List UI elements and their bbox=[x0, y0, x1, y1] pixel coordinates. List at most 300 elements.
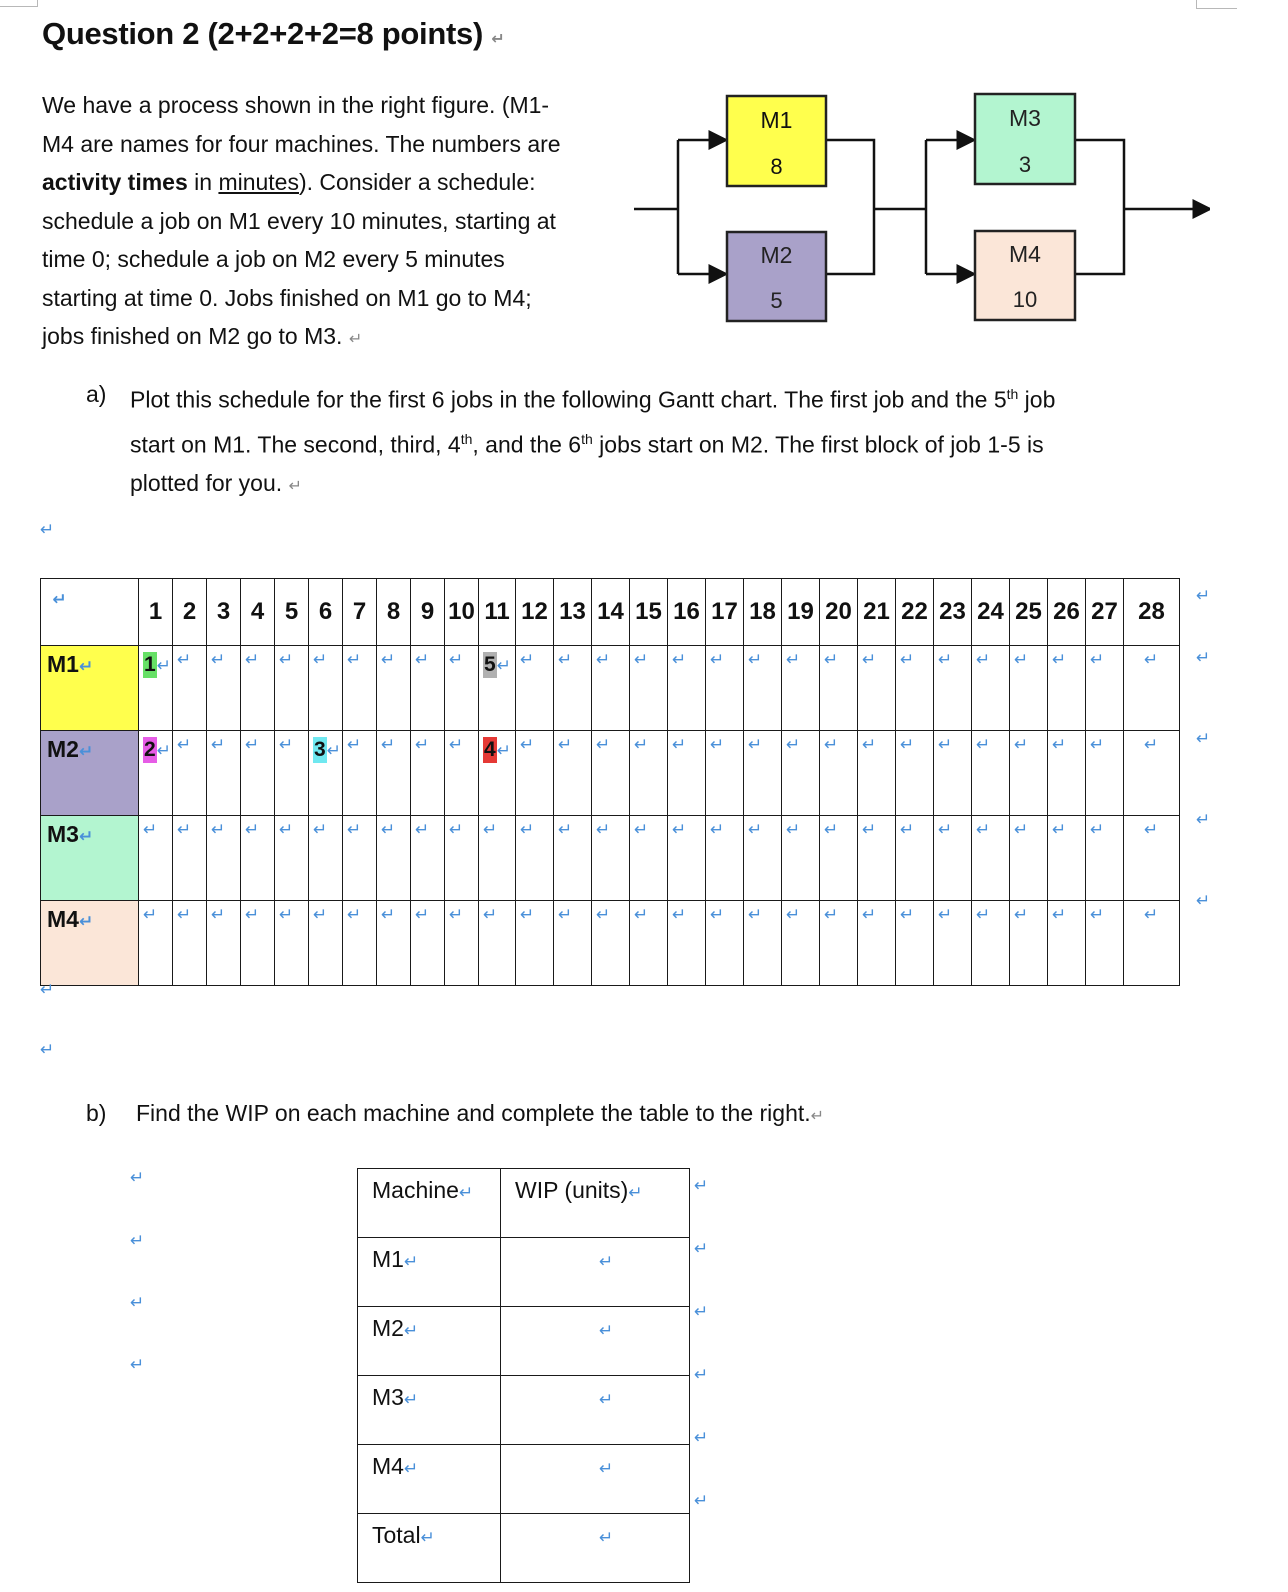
gantt-cell[interactable] bbox=[1010, 731, 1048, 816]
gantt-header-row bbox=[41, 579, 1180, 646]
return-mark-icon: ↵ bbox=[403, 1321, 419, 1341]
return-mark-icon: ↵ bbox=[599, 1321, 614, 1341]
return-mark-icon: ↵ bbox=[824, 735, 839, 755]
return-mark-icon: ↵ bbox=[40, 520, 55, 540]
return-mark-icon: ↵ bbox=[130, 1293, 145, 1313]
return-mark-icon: ↵ bbox=[672, 820, 687, 840]
gantt-cell[interactable] bbox=[445, 731, 479, 816]
return-mark-icon: ↵ bbox=[211, 820, 226, 840]
gantt-cell[interactable] bbox=[479, 901, 516, 986]
return-mark-icon: ↵ bbox=[288, 476, 302, 496]
return-mark-icon: ↵ bbox=[381, 735, 396, 755]
gantt-cell[interactable] bbox=[934, 731, 972, 816]
return-mark-icon: ↵ bbox=[786, 650, 801, 670]
return-mark-icon: ↵ bbox=[211, 735, 226, 755]
wip-row bbox=[358, 1307, 690, 1376]
return-mark-icon: ↵ bbox=[634, 735, 649, 755]
return-mark-icon: ↵ bbox=[748, 650, 763, 670]
machine-time: 10 bbox=[1012, 287, 1038, 312]
gantt-cell[interactable] bbox=[934, 816, 972, 901]
gantt-cell[interactable] bbox=[1048, 731, 1086, 816]
gantt-cell[interactable] bbox=[241, 816, 275, 901]
return-mark-icon: ↵ bbox=[558, 650, 573, 670]
gantt-cell[interactable] bbox=[592, 646, 630, 731]
return-mark-icon: ↵ bbox=[558, 905, 573, 925]
machine-box-m2 bbox=[727, 232, 826, 321]
return-mark-icon: ↵ bbox=[694, 1365, 709, 1385]
gantt-cell[interactable] bbox=[858, 646, 896, 731]
return-mark-icon: ↵ bbox=[634, 905, 649, 925]
gantt-cell[interactable] bbox=[479, 731, 516, 816]
return-mark-icon: ↵ bbox=[694, 1239, 709, 1259]
return-mark-icon: ↵ bbox=[449, 735, 464, 755]
gantt-cell[interactable] bbox=[445, 646, 479, 731]
gantt-cell[interactable] bbox=[343, 646, 377, 731]
return-mark-icon: ↵ bbox=[976, 820, 991, 840]
minute-header: 4 bbox=[241, 579, 275, 646]
gantt-cell[interactable] bbox=[972, 731, 1010, 816]
machine-column-header: Machine↵ bbox=[358, 1169, 501, 1238]
gantt-cell[interactable] bbox=[630, 646, 668, 731]
gantt-cell[interactable] bbox=[309, 901, 343, 986]
return-mark-icon: ↵ bbox=[245, 905, 260, 925]
gantt-cell[interactable] bbox=[1124, 816, 1180, 901]
minute-header: 20 bbox=[820, 579, 858, 646]
gantt-cell[interactable] bbox=[858, 816, 896, 901]
machine-name: M4 bbox=[1009, 241, 1041, 267]
minute-header: 7 bbox=[343, 579, 377, 646]
minute-header: 12 bbox=[516, 579, 554, 646]
gantt-cell[interactable] bbox=[275, 816, 309, 901]
return-mark-icon: ↵ bbox=[78, 827, 94, 847]
return-mark-icon: ↵ bbox=[245, 820, 260, 840]
gantt-cell[interactable] bbox=[1048, 816, 1086, 901]
gantt-cell[interactable] bbox=[479, 816, 516, 901]
return-mark-icon: ↵ bbox=[599, 1459, 614, 1479]
return-mark-icon: ↵ bbox=[211, 650, 226, 670]
gantt-cell[interactable] bbox=[896, 731, 934, 816]
return-mark-icon: ↵ bbox=[40, 1040, 55, 1060]
return-mark-icon: ↵ bbox=[347, 650, 362, 670]
minute-header: 5 bbox=[275, 579, 309, 646]
gantt-cell[interactable] bbox=[858, 901, 896, 986]
gantt-cell[interactable] bbox=[241, 646, 275, 731]
gantt-cell[interactable] bbox=[896, 816, 934, 901]
gantt-cell[interactable] bbox=[445, 816, 479, 901]
return-mark-icon: ↵ bbox=[938, 650, 953, 670]
intro-line: We have a process shown in the right figure. (M1- bbox=[42, 92, 550, 118]
return-mark-icon: ↵ bbox=[130, 1231, 145, 1251]
return-mark-icon: ↵ bbox=[786, 735, 801, 755]
return-mark-icon: ↵ bbox=[862, 820, 877, 840]
minute-header: 18 bbox=[744, 579, 782, 646]
return-mark-icon: ↵ bbox=[415, 905, 430, 925]
minute-header: 13 bbox=[554, 579, 592, 646]
return-mark-icon: ↵ bbox=[449, 905, 464, 925]
gantt-cell[interactable] bbox=[1010, 816, 1048, 901]
gantt-cell[interactable] bbox=[411, 731, 445, 816]
gantt-cell[interactable] bbox=[630, 901, 668, 986]
page-corner-right bbox=[1196, 0, 1237, 9]
gantt-cell[interactable] bbox=[139, 816, 173, 901]
intro-line: time 0; schedule a job on M2 every 5 minutes bbox=[42, 246, 505, 272]
gantt-cell[interactable] bbox=[411, 646, 445, 731]
gantt-cell[interactable] bbox=[207, 731, 241, 816]
gantt-cell[interactable] bbox=[207, 816, 241, 901]
return-mark-icon: ↵ bbox=[313, 905, 328, 925]
gantt-cell[interactable] bbox=[241, 731, 275, 816]
gantt-cell[interactable] bbox=[934, 901, 972, 986]
return-mark-icon: ↵ bbox=[1052, 820, 1067, 840]
gantt-cell[interactable] bbox=[516, 816, 554, 901]
gantt-cell[interactable] bbox=[377, 901, 411, 986]
gantt-cell[interactable] bbox=[782, 901, 820, 986]
machine-box-m1 bbox=[727, 96, 826, 186]
return-mark-icon: ↵ bbox=[900, 820, 915, 840]
gantt-cell[interactable] bbox=[173, 901, 207, 986]
return-mark-icon: ↵ bbox=[211, 905, 226, 925]
job-block-label: 3 bbox=[314, 738, 326, 761]
gantt-cell[interactable] bbox=[139, 901, 173, 986]
gantt-cell[interactable] bbox=[706, 646, 744, 731]
machine-box-m4 bbox=[975, 231, 1075, 320]
return-mark-icon: ↵ bbox=[1144, 735, 1159, 755]
minute-header: 21 bbox=[858, 579, 896, 646]
minute-header: 28 bbox=[1124, 579, 1180, 646]
gantt-machine-label: M1↵ bbox=[41, 646, 139, 731]
gantt-cell[interactable] bbox=[516, 731, 554, 816]
gantt-cell[interactable] bbox=[1086, 901, 1124, 986]
return-mark-icon: ↵ bbox=[596, 650, 611, 670]
part-b-text: Find the WIP on each machine and complete the table to the right.↵ bbox=[136, 1100, 825, 1126]
gantt-cell[interactable] bbox=[275, 646, 309, 731]
gantt-cell[interactable] bbox=[309, 816, 343, 901]
gantt-cell[interactable] bbox=[275, 901, 309, 986]
return-mark-icon: ↵ bbox=[596, 735, 611, 755]
machine-box-m3 bbox=[975, 94, 1075, 184]
gantt-cell[interactable] bbox=[668, 816, 706, 901]
gantt-cell[interactable] bbox=[820, 646, 858, 731]
return-mark-icon: ↵ bbox=[449, 650, 464, 670]
minute-header: 23 bbox=[934, 579, 972, 646]
gantt-cell[interactable] bbox=[343, 816, 377, 901]
gantt-cell[interactable] bbox=[934, 646, 972, 731]
gantt-cell[interactable] bbox=[972, 816, 1010, 901]
intro-line: jobs finished on M2 go to M3. ↵ bbox=[42, 323, 363, 349]
gantt-cell[interactable] bbox=[668, 731, 706, 816]
gantt-cell[interactable] bbox=[516, 901, 554, 986]
return-mark-icon: ↵ bbox=[313, 650, 328, 670]
intro-line: schedule a job on M1 every 10 minutes, starting at bbox=[42, 207, 556, 234]
wip-table bbox=[357, 1168, 690, 1583]
gantt-cell[interactable] bbox=[173, 646, 207, 731]
wip-value-cell[interactable] bbox=[501, 1514, 690, 1583]
gantt-cell[interactable] bbox=[554, 901, 592, 986]
return-mark-icon: ↵ bbox=[326, 741, 341, 761]
minute-header: 14 bbox=[592, 579, 630, 646]
return-mark-icon: ↵ bbox=[824, 650, 839, 670]
job-block-label: 1 bbox=[144, 653, 156, 676]
return-mark-icon: ↵ bbox=[748, 905, 763, 925]
return-mark-icon: ↵ bbox=[710, 735, 725, 755]
part-b-label: b) bbox=[86, 1100, 107, 1126]
return-mark-icon: ↵ bbox=[415, 650, 430, 670]
gantt-cell[interactable] bbox=[479, 646, 516, 731]
gantt-cell[interactable] bbox=[554, 816, 592, 901]
return-mark-icon: ↵ bbox=[694, 1302, 709, 1322]
return-mark-icon: ↵ bbox=[976, 650, 991, 670]
gantt-cell[interactable] bbox=[668, 901, 706, 986]
return-mark-icon: ↵ bbox=[381, 650, 396, 670]
gantt-cell[interactable] bbox=[1124, 731, 1180, 816]
gantt-cell[interactable] bbox=[706, 901, 744, 986]
return-mark-icon: ↵ bbox=[143, 820, 158, 840]
return-mark-icon: ↵ bbox=[1090, 905, 1105, 925]
wip-value-cell[interactable] bbox=[501, 1445, 690, 1514]
return-mark-icon: ↵ bbox=[710, 905, 725, 925]
return-mark-icon: ↵ bbox=[1014, 820, 1029, 840]
intro-line: starting at time 0. Jobs finished on M1 go to M4; bbox=[42, 284, 532, 311]
return-mark-icon: ↵ bbox=[810, 1106, 825, 1125]
wip-machine-label: M1↵ bbox=[358, 1238, 501, 1307]
gantt-cell[interactable] bbox=[411, 901, 445, 986]
return-mark-icon: ↵ bbox=[599, 1528, 614, 1548]
wip-value-cell[interactable] bbox=[501, 1307, 690, 1376]
return-mark-icon: ↵ bbox=[245, 735, 260, 755]
wip-row bbox=[358, 1376, 690, 1445]
gantt-machine-label: M3↵ bbox=[41, 816, 139, 901]
return-mark-icon: ↵ bbox=[1052, 905, 1067, 925]
minute-header: 1 bbox=[139, 579, 173, 646]
machine-time: 5 bbox=[770, 288, 783, 313]
page-corner-left bbox=[0, 0, 38, 7]
gantt-cell[interactable] bbox=[377, 731, 411, 816]
return-mark-icon: ↵ bbox=[1090, 650, 1105, 670]
return-mark-icon: ↵ bbox=[1144, 905, 1159, 925]
return-mark-icon: ↵ bbox=[279, 650, 294, 670]
gantt-cell[interactable] bbox=[896, 901, 934, 986]
return-mark-icon: ↵ bbox=[143, 905, 158, 925]
gantt-cell[interactable] bbox=[782, 646, 820, 731]
return-mark-icon: ↵ bbox=[862, 905, 877, 925]
return-mark-icon: ↵ bbox=[279, 735, 294, 755]
return-mark-icon: ↵ bbox=[694, 1428, 709, 1448]
return-mark-icon: ↵ bbox=[177, 650, 192, 670]
gantt-cell[interactable] bbox=[343, 901, 377, 986]
return-mark-icon: ↵ bbox=[130, 1168, 145, 1188]
return-mark-icon: ↵ bbox=[1052, 650, 1067, 670]
page-corner-left-vert bbox=[37, 0, 38, 7]
return-mark-icon: ↵ bbox=[78, 912, 94, 932]
gantt-cell[interactable] bbox=[820, 901, 858, 986]
return-mark-icon: ↵ bbox=[900, 735, 915, 755]
gantt-cell[interactable] bbox=[858, 731, 896, 816]
gantt-cell[interactable] bbox=[820, 816, 858, 901]
return-mark-icon: ↵ bbox=[403, 1252, 419, 1272]
return-mark-icon: ↵ bbox=[78, 742, 94, 762]
job-block-label: 5 bbox=[484, 653, 496, 676]
minute-header: 27 bbox=[1086, 579, 1124, 646]
gantt-cell[interactable] bbox=[554, 731, 592, 816]
return-mark-icon: ↵ bbox=[177, 905, 192, 925]
return-mark-icon: ↵ bbox=[348, 329, 363, 348]
return-mark-icon: ↵ bbox=[279, 820, 294, 840]
return-mark-icon: ↵ bbox=[496, 656, 511, 676]
return-mark-icon: ↵ bbox=[596, 905, 611, 925]
minute-header: 3 bbox=[207, 579, 241, 646]
gantt-cell[interactable] bbox=[782, 816, 820, 901]
intro-line: M4 are names for four machines. The numbers are bbox=[42, 130, 561, 157]
gantt-cell[interactable] bbox=[744, 731, 782, 816]
gantt-cell[interactable] bbox=[173, 816, 207, 901]
minute-header: 8 bbox=[377, 579, 411, 646]
return-mark-icon: ↵ bbox=[938, 905, 953, 925]
return-mark-icon: ↵ bbox=[938, 735, 953, 755]
return-mark-icon: ↵ bbox=[449, 820, 464, 840]
job-block-label: 2 bbox=[144, 738, 156, 761]
gantt-cell[interactable] bbox=[630, 731, 668, 816]
gantt-cell[interactable] bbox=[554, 646, 592, 731]
gantt-cell[interactable] bbox=[820, 731, 858, 816]
return-mark-icon: ↵ bbox=[628, 1183, 643, 1203]
minute-header: 26 bbox=[1048, 579, 1086, 646]
return-mark-icon: ↵ bbox=[900, 650, 915, 670]
gantt-cell[interactable] bbox=[207, 901, 241, 986]
return-mark-icon: ↵ bbox=[938, 820, 953, 840]
return-mark-icon: ↵ bbox=[483, 905, 498, 925]
intro-line: activity times in minutes). Consider a schedule: bbox=[42, 169, 536, 195]
return-mark-icon: ↵ bbox=[520, 735, 535, 755]
gantt-cell[interactable] bbox=[782, 731, 820, 816]
return-mark-icon: ↵ bbox=[1196, 891, 1211, 911]
gantt-cell[interactable] bbox=[972, 901, 1010, 986]
gantt-cell[interactable] bbox=[411, 816, 445, 901]
minute-header: 16 bbox=[668, 579, 706, 646]
gantt-row bbox=[41, 731, 1180, 816]
gantt-cell[interactable] bbox=[896, 646, 934, 731]
gantt-cell[interactable] bbox=[744, 816, 782, 901]
gantt-machine-label: M4↵ bbox=[41, 901, 139, 986]
gantt-cell[interactable] bbox=[706, 816, 744, 901]
return-mark-icon: ↵ bbox=[313, 820, 328, 840]
gantt-cell[interactable] bbox=[744, 646, 782, 731]
gantt-cell[interactable] bbox=[1010, 901, 1048, 986]
gantt-cell[interactable] bbox=[1086, 816, 1124, 901]
return-mark-icon: ↵ bbox=[786, 820, 801, 840]
machine-name: M2 bbox=[760, 242, 793, 268]
wip-machine-label: M2↵ bbox=[358, 1307, 501, 1376]
gantt-cell[interactable] bbox=[207, 646, 241, 731]
wip-row bbox=[358, 1514, 690, 1583]
return-mark-icon: ↵ bbox=[1144, 650, 1159, 670]
gantt-cell[interactable] bbox=[706, 731, 744, 816]
return-mark-icon: ↵ bbox=[403, 1390, 419, 1410]
return-mark-icon: ↵ bbox=[862, 650, 877, 670]
return-mark-icon: ↵ bbox=[694, 1176, 709, 1196]
machine-time: 3 bbox=[1018, 152, 1032, 177]
gantt-cell[interactable] bbox=[1010, 646, 1048, 731]
gantt-cell[interactable] bbox=[1124, 901, 1180, 986]
return-mark-icon: ↵ bbox=[596, 820, 611, 840]
return-mark-icon: ↵ bbox=[491, 29, 505, 48]
return-mark-icon: ↵ bbox=[40, 980, 55, 1000]
gantt-cell[interactable] bbox=[1086, 646, 1124, 731]
gantt-cell[interactable] bbox=[592, 731, 630, 816]
return-mark-icon: ↵ bbox=[1052, 735, 1067, 755]
return-mark-icon: ↵ bbox=[381, 905, 396, 925]
wip-value-cell[interactable] bbox=[501, 1376, 690, 1445]
gantt-cell[interactable] bbox=[744, 901, 782, 986]
part-a bbox=[86, 375, 1166, 503]
return-mark-icon: ↵ bbox=[156, 656, 171, 676]
return-mark-icon: ↵ bbox=[710, 650, 725, 670]
return-mark-icon: ↵ bbox=[1014, 650, 1029, 670]
gantt-cell[interactable] bbox=[275, 731, 309, 816]
return-mark-icon: ↵ bbox=[672, 905, 687, 925]
gantt-cell[interactable] bbox=[377, 646, 411, 731]
return-mark-icon: ↵ bbox=[599, 1390, 614, 1410]
return-mark-icon: ↵ bbox=[1090, 820, 1105, 840]
wip-row bbox=[358, 1238, 690, 1307]
machine-time: 8 bbox=[770, 154, 783, 179]
gantt-cell[interactable] bbox=[1048, 646, 1086, 731]
gantt-cell[interactable] bbox=[309, 646, 343, 731]
minute-header: 25 bbox=[1010, 579, 1048, 646]
gantt-cell[interactable] bbox=[592, 816, 630, 901]
gantt-cell[interactable] bbox=[1124, 646, 1180, 731]
return-mark-icon: ↵ bbox=[130, 1355, 145, 1375]
return-mark-icon: ↵ bbox=[599, 1252, 614, 1272]
gantt-cell[interactable] bbox=[377, 816, 411, 901]
gantt-cell[interactable] bbox=[1086, 731, 1124, 816]
return-mark-icon: ↵ bbox=[748, 820, 763, 840]
return-mark-icon: ↵ bbox=[1090, 735, 1105, 755]
return-mark-icon: ↵ bbox=[558, 735, 573, 755]
return-mark-icon: ↵ bbox=[1196, 586, 1211, 606]
gantt-cell[interactable] bbox=[668, 646, 706, 731]
return-mark-icon: ↵ bbox=[403, 1459, 419, 1479]
return-mark-icon: ↵ bbox=[976, 735, 991, 755]
gantt-cell[interactable] bbox=[516, 646, 554, 731]
minute-header: 11 bbox=[479, 579, 516, 646]
wip-value-cell[interactable] bbox=[501, 1238, 690, 1307]
gantt-cell[interactable] bbox=[139, 731, 173, 816]
return-mark-icon: ↵ bbox=[483, 820, 498, 840]
return-mark-icon: ↵ bbox=[1144, 820, 1159, 840]
return-mark-icon: ↵ bbox=[496, 741, 511, 761]
return-mark-icon: ↵ bbox=[672, 735, 687, 755]
gantt-cell[interactable] bbox=[592, 901, 630, 986]
gantt-cell[interactable] bbox=[630, 816, 668, 901]
gantt-cell[interactable] bbox=[309, 731, 343, 816]
part-a-label: a) bbox=[86, 381, 107, 407]
process-diagram bbox=[630, 88, 1210, 328]
gantt-cell[interactable] bbox=[139, 646, 173, 731]
return-mark-icon: ↵ bbox=[672, 650, 687, 670]
gantt-cell[interactable] bbox=[972, 646, 1010, 731]
gantt-cell[interactable] bbox=[1048, 901, 1086, 986]
gantt-cell[interactable] bbox=[343, 731, 377, 816]
gantt-cell[interactable] bbox=[173, 731, 207, 816]
gantt-cell[interactable] bbox=[241, 901, 275, 986]
gantt-row bbox=[41, 646, 1180, 731]
return-mark-icon: ↵ bbox=[156, 741, 171, 761]
minute-header: 24 bbox=[972, 579, 1010, 646]
minute-header: 10 bbox=[445, 579, 479, 646]
return-mark-icon: ↵ bbox=[347, 735, 362, 755]
gantt-cell[interactable] bbox=[445, 901, 479, 986]
gantt-corner-cell bbox=[41, 579, 139, 646]
